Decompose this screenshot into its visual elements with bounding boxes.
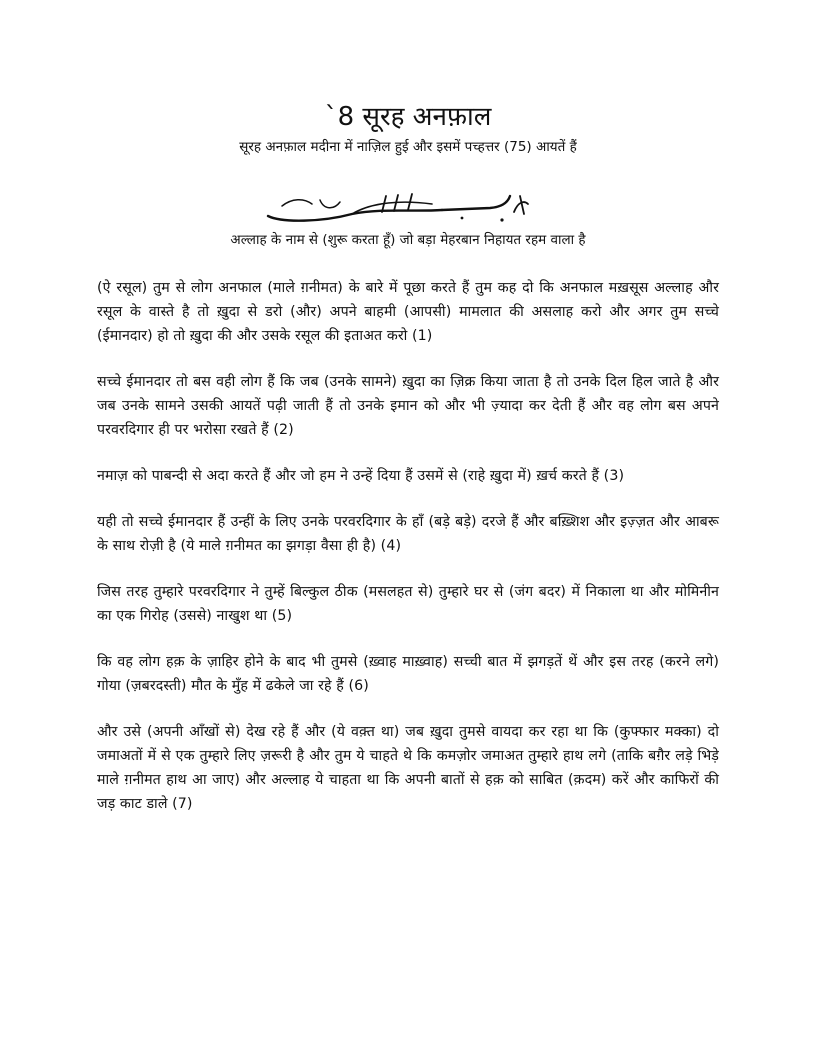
verse-6: कि वह लोग हक़ के ज़ाहिर होने के बाद भी तुमसे (ख़्वाह माख़्वाह) सच्ची बात में झगड़तें थें और इस तरह (करने लगे) गोया (ज़बरदस्ती) मौत के मुँह में ढकेले जा रहे हैं (6)	[97, 654, 719, 694]
surah-subtitle: सूरह अनफ़ाल मदीना में नाज़िल हुई और इसमें पच्हत्तर (75) आयतें हैं	[239, 139, 577, 155]
verse-1: (ऐ रसूल) तुम से लोग अनफाल (माले ग़नीमत) के बारे में पूछा करते हैं तुम कह दो कि अनफाल मख़सूस अल्लाह और रसूल के वास्ते है तो ख़ुदा से डरो (और) अपने बाहमी (आपसी) मामलात की असलाह करो और अगर तुम सच्चे (ईमानदार) हो तो ख़ुदा की और उसके रसूल की इताअत करो (1)	[97, 280, 719, 344]
bismillah-text: بسم الله الرحمن الرحيم	[398, 224, 409, 225]
verse-7: और उसे (अपनी आँखों से) देख रहे हैं और (ये वक़्त था) जब ख़ुदा तुमसे वायदा कर रहा था कि (कुफ्फार मक्का) दो जमाअतों में से एक तुम्हारे लिए ज़रूरी है और तुम ये चाहते थे कि कमज़ोर जमाअत तुम्हारे हाथ लगे (ताकि बग़ैर लड़े भिड़े माले ग़नीमत हाथ आ जाए) और अल्लाह ये चाहता था कि अपनी बातों से हक़ को साबित (क़दम) करें और काफिरों की जड़ काट डाले (7)	[97, 724, 719, 812]
verse-5: जिस तरह तुम्हारे परवरदिगार ने तुम्हें बिल्कुल ठीक (मसलहत से) तुम्हारे घर से (जंग बदर) में निकाला था और मोमिनीन का एक गिरोह (उससे) नाखुश था (5)	[97, 584, 719, 624]
verse-3: नमाज़ को पाबन्दी से अदा करते हैं और जो हम ने उन्हें दिया हैं उसमें से (राहे ख़ुदा में) ख़र्च करते हैं (3)	[97, 468, 625, 484]
bismillah-translation: अल्लाह के नाम से (शुरू करता हूँ) जो बड़ा मेहरबान निहायत रहम वाला है	[230, 232, 586, 248]
bismillah-calligraphy	[262, 192, 534, 226]
verse-2: सच्चे ईमानदार तो बस वही लोग हैं कि जब (उनके सामने) ख़ुदा का ज़िक्र किया जाता है तो उनके दिल हिल जाते है और जब उनके सामने उसकी आयतें पढ़ी जाती हैं तो उनके इमान को और भी ज़्यादा कर देती हैं और वह लोग बस अपने परवरदिगार ही पर भरोसा रखते हैं (2)	[97, 374, 719, 438]
verse-4: यही तो सच्चे ईमानदार हैं उन्हीं के लिए उनके परवरदिगार के हाँ (बड़े बड़े) दरजे हैं और बख़्शिश और इज़्ज़त और आबरू के साथ रोज़ी है (ये माले ग़नीमत का झगड़ा वैसा ही है) (4)	[97, 514, 719, 554]
verses-list	[97, 276, 719, 838]
surah-title: `8 सूरह अनफ़ाल	[324, 102, 492, 132]
